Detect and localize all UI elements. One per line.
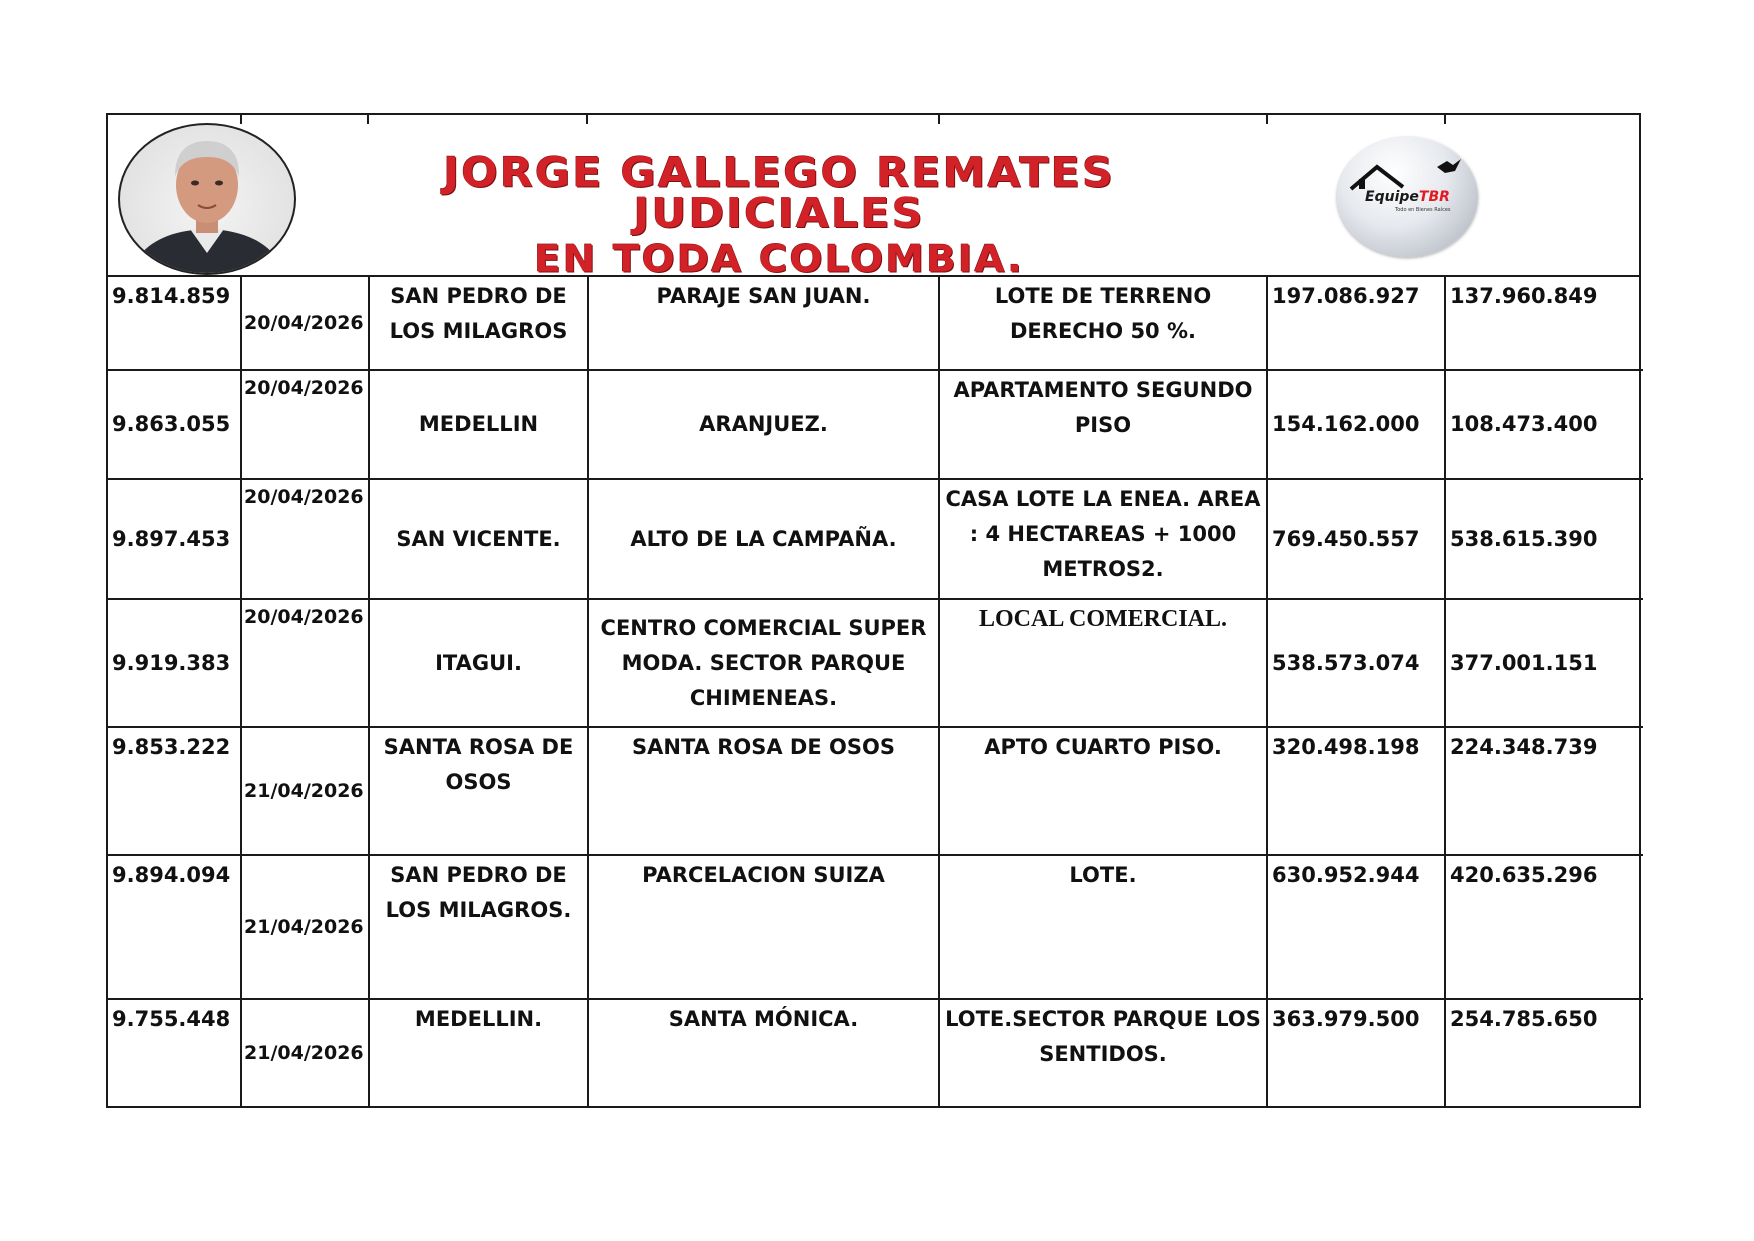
tipo-cell: APARTAMENTO SEGUNDO PISO bbox=[939, 370, 1267, 479]
avaluo-cell: 154.162.000 bbox=[1267, 370, 1445, 479]
base-cell: 538.615.390 bbox=[1445, 479, 1643, 599]
portrait-icon bbox=[120, 125, 294, 273]
radicado-cell: 9.863.055 bbox=[108, 370, 241, 479]
base-cell: 254.785.650 bbox=[1450, 1007, 1598, 1031]
table-row bbox=[108, 370, 1643, 479]
fecha-cell: 20/04/2026 bbox=[241, 599, 369, 727]
tipo-cell: LOCAL COMERCIAL. bbox=[939, 599, 1267, 727]
title-line-2: EN TODA COLOMBIA. bbox=[534, 238, 1024, 281]
municipio-cell: SAN PEDRO DE LOS MILAGROS. bbox=[369, 855, 588, 999]
column-tick bbox=[1266, 115, 1268, 124]
column-tick bbox=[938, 115, 940, 124]
sector-cell: CENTRO COMERCIAL SUPER MODA. SECTOR PARQUE CHIMENEAS. bbox=[588, 599, 939, 727]
table-row bbox=[108, 277, 1643, 370]
base-cell: 420.635.296 bbox=[1445, 855, 1643, 999]
municipio-cell: ITAGUI. bbox=[369, 599, 588, 727]
sector-cell: SANTA MÓNICA. bbox=[588, 999, 939, 1106]
tipo-cell: CASA LOTE LA ENEA. AREA : 4 HECTAREAS + 1000 METROS2. bbox=[939, 479, 1267, 599]
radicado-cell: 9.814.859 bbox=[108, 277, 241, 370]
base-cell: 137.960.849 bbox=[1445, 277, 1643, 370]
portrait-photo bbox=[118, 123, 296, 275]
fecha-cell: 20/04/2026 bbox=[241, 370, 369, 479]
column-tick bbox=[240, 115, 242, 124]
avaluo-cell: 320.498.198 bbox=[1267, 727, 1445, 855]
sector-cell: ALTO DE LA CAMPAÑA. bbox=[588, 479, 939, 599]
avaluo-cell: 363.979.500 bbox=[1267, 999, 1445, 1106]
auction-table bbox=[108, 277, 1643, 1106]
logo-brand-part2: TBR bbox=[1418, 189, 1450, 205]
fecha-cell: 21/04/2026 bbox=[241, 855, 369, 999]
base-cell: 224.348.739 bbox=[1445, 727, 1643, 855]
table-row bbox=[108, 599, 1643, 727]
table-row bbox=[108, 727, 1643, 855]
table-row bbox=[108, 855, 1643, 999]
base-cell: 377.001.151 bbox=[1445, 599, 1643, 727]
radicado-cell: 9.897.453 bbox=[108, 479, 241, 599]
tipo-cell: LOTE. bbox=[939, 855, 1267, 999]
page-title bbox=[304, 151, 1254, 279]
column-tick bbox=[586, 115, 588, 124]
sector-cell: PARAJE SAN JUAN. bbox=[588, 277, 939, 370]
avaluo-cell: 538.573.074 bbox=[1267, 599, 1445, 727]
company-logo bbox=[1337, 137, 1478, 257]
fecha-cell: 20/04/2026 bbox=[241, 277, 369, 370]
title-line-1: JORGE GALLEGO REMATES JUDICIALES bbox=[443, 149, 1115, 238]
fecha-cell: 21/04/2026 bbox=[241, 999, 369, 1106]
avaluo-cell: 197.086.927 bbox=[1267, 277, 1445, 370]
table-row bbox=[108, 479, 1643, 599]
table-row bbox=[108, 999, 1643, 1106]
tipo-cell: LOTE DE TERRENO DERECHO 50 %. bbox=[939, 277, 1267, 370]
fecha-cell: 21/04/2026 bbox=[241, 727, 369, 855]
avaluo-cell: 630.952.944 bbox=[1267, 855, 1445, 999]
logo-brand-part1: Equipe bbox=[1365, 189, 1419, 205]
header-banner bbox=[108, 115, 1639, 281]
sector-cell: ARANJUEZ. bbox=[588, 370, 939, 479]
municipio-cell: SAN VICENTE. bbox=[369, 479, 588, 599]
tipo-cell: LOTE.SECTOR PARQUE LOS SENTIDOS. bbox=[939, 999, 1267, 1106]
radicado-cell: 9.853.222 bbox=[108, 727, 241, 855]
sector-cell: PARCELACION SUIZA bbox=[588, 855, 939, 999]
column-tick bbox=[367, 115, 369, 124]
municipio-cell: MEDELLIN bbox=[369, 370, 588, 479]
radicado-cell: 9.919.383 bbox=[108, 599, 241, 727]
column-tick bbox=[1444, 115, 1446, 124]
logo-brand bbox=[1337, 189, 1478, 205]
tipo-cell: APTO CUARTO PISO. bbox=[939, 727, 1267, 855]
municipio-cell: MEDELLIN. bbox=[369, 999, 588, 1106]
municipio-cell: SAN PEDRO DE LOS MILAGROS bbox=[369, 277, 588, 370]
base-cell: 108.473.400 bbox=[1445, 370, 1643, 479]
municipio-cell: SANTA ROSA DE OSOS bbox=[369, 727, 588, 855]
logo-tagline: Todo en Bienes Raíces bbox=[1395, 207, 1451, 213]
auction-sheet bbox=[106, 113, 1641, 1108]
radicado-cell: 9.755.448 bbox=[108, 999, 241, 1106]
fecha-cell: 20/04/2026 bbox=[241, 479, 369, 599]
radicado-cell: 9.894.094 bbox=[108, 855, 241, 999]
sector-cell: SANTA ROSA DE OSOS bbox=[588, 727, 939, 855]
avaluo-cell: 769.450.557 bbox=[1267, 479, 1445, 599]
